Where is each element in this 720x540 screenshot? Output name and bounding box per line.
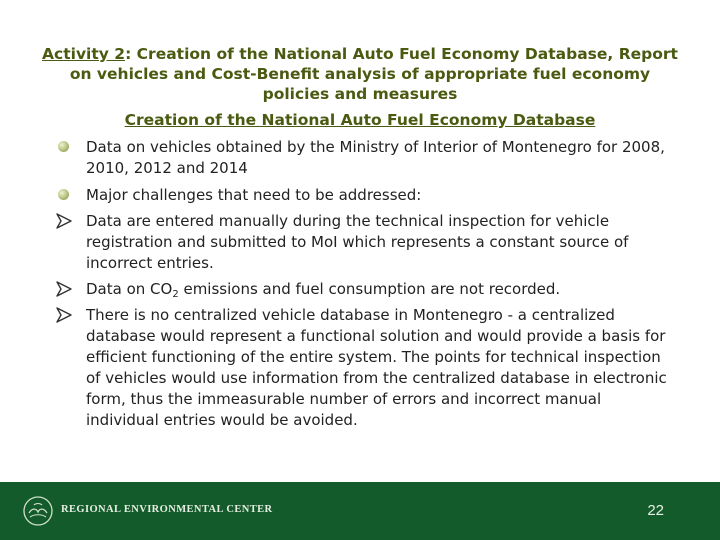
bullet-text: Data are entered manually during the technical inspection for vehicle registration and submitted to MoI which represents a constant source of incorrect entries. <box>86 212 629 272</box>
slide-title <box>40 44 680 104</box>
organization-name: REGIONAL ENVIRONMENTAL CENTER <box>61 504 273 515</box>
arrow-bullet-icon <box>55 211 77 232</box>
page-number: 22 <box>647 502 664 519</box>
co2-subscript: 2 <box>172 289 179 300</box>
bullet-item <box>55 185 667 206</box>
arrow-bullet-icon <box>55 279 77 300</box>
bullet-item <box>55 305 667 431</box>
bullet-item <box>55 211 667 274</box>
title-separator: : <box>125 45 132 63</box>
subtitle-text: Creation of the National Auto Fuel Economy Database <box>124 111 596 129</box>
bullet-text: Data on vehicles obtained by the Ministry of Interior of Montenegro for 2008, 2010, 2012 and 2014 <box>86 138 665 177</box>
bullet-dot-icon <box>55 185 77 206</box>
bullet-text-after: emissions and fuel consumption are not recorded. <box>178 280 561 298</box>
bullet-text-before: Data on CO <box>86 280 173 298</box>
bullet-dot-icon <box>55 137 77 158</box>
bullet-item <box>55 137 667 179</box>
bullet-text: There is no centralized vehicle database in Montenegro - a centralized database would represent a functional solution and would provide a basis for efficient functioning of the entire system. The points for technical inspection of vehicles would use information from the centralized database in electronic form, thus the immeasurable number of errors and incorrect manual individual entries would be avoided. <box>86 306 667 429</box>
bullet-list <box>55 137 667 431</box>
rec-logo-icon <box>22 495 54 527</box>
slide-subtitle <box>40 110 680 130</box>
arrow-bullet-icon <box>55 305 77 326</box>
title-text: Creation of the National Auto Fuel Economy Database, Report on vehicles and Cost-Benefit analysis of appropriate fuel economy policies and measures <box>69 45 678 103</box>
footer-bar <box>0 482 720 540</box>
bullet-text: Major challenges that need to be addressed: <box>86 186 422 204</box>
activity-label: Activity 2 <box>42 45 126 63</box>
bullet-item <box>55 279 667 300</box>
